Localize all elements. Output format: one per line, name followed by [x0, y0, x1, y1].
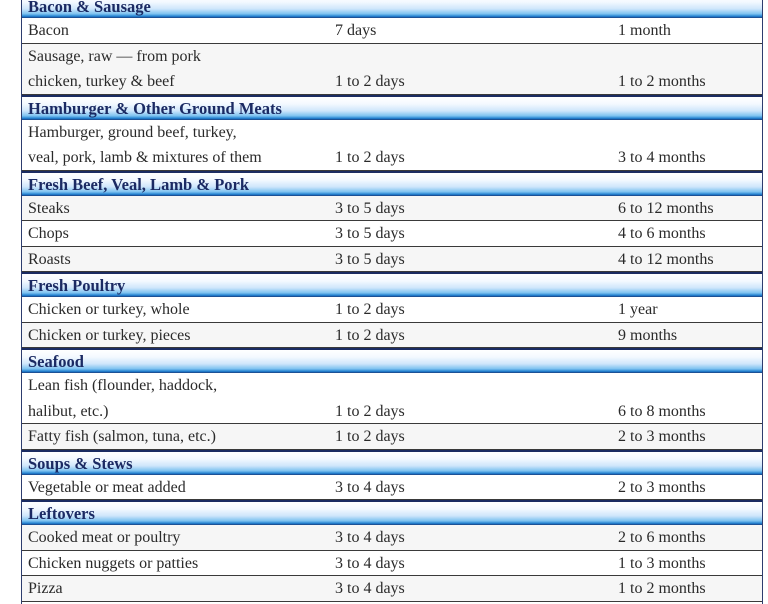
food-item-label: Chicken nuggets or patties: [28, 554, 199, 572]
refrigerator-time: 3 to 5 days: [335, 250, 405, 268]
freezer-time: 1 to 3 months: [618, 554, 706, 572]
section-title: Fresh Beef, Veal, Lamb & Pork: [28, 174, 250, 194]
section-title: Seafood: [28, 352, 84, 371]
food-item-label: Chicken or turkey, whole: [28, 301, 190, 318]
freezer-time: 1 to 2 months: [618, 580, 706, 597]
refrigerator-time: 3 to 5 days: [335, 225, 405, 242]
food-item-label: halibut, etc.): [28, 402, 109, 420]
refrigerator-time: 3 to 4 days: [335, 529, 405, 546]
food-item-label: Chops: [28, 225, 69, 242]
refrigerator-time: 3 to 4 days: [335, 478, 405, 496]
table-frame: [21, 0, 763, 604]
section-title: Leftovers: [28, 504, 95, 523]
food-item-label: Steaks: [28, 199, 70, 217]
freezer-time: 3 to 4 months: [618, 149, 706, 166]
freezer-time: 2 to 6 months: [618, 529, 706, 546]
refrigerator-time: 1 to 2 days: [335, 73, 405, 90]
freezer-time: 4 to 12 months: [618, 250, 714, 268]
refrigerator-time: 3 to 4 days: [335, 580, 405, 597]
food-item-label: Sausage, raw — from pork: [28, 47, 201, 65]
food-item-label: Lean fish (flounder, haddock,: [28, 377, 218, 394]
section-title: Soups & Stews: [28, 453, 133, 473]
refrigerator-time: 1 to 2 days: [335, 149, 405, 166]
food-item-label: Bacon: [28, 22, 69, 39]
freezer-time: 4 to 6 months: [618, 225, 706, 242]
section-title: Fresh Poultry: [28, 276, 126, 295]
refrigerator-time: 3 to 5 days: [335, 199, 405, 217]
food-item-label: Fatty fish (salmon, tuna, etc.): [28, 428, 216, 445]
food-item-label: Chicken or turkey, pieces: [28, 326, 191, 344]
refrigerator-time: 1 to 2 days: [335, 428, 405, 445]
freezer-time: 2 to 3 months: [618, 428, 706, 445]
food-item-label: Vegetable or meat added: [28, 478, 186, 496]
refrigerator-time: 3 to 4 days: [335, 554, 405, 572]
food-item-label: veal, pork, lamb & mixtures of them: [28, 149, 262, 166]
freezer-time: 1 year: [618, 301, 658, 318]
freezer-time: 6 to 12 months: [618, 199, 714, 217]
refrigerator-time: 1 to 2 days: [335, 402, 405, 420]
freezer-time: 2 to 3 months: [618, 478, 706, 496]
food-item-label: Pizza: [28, 580, 63, 597]
food-item-label: Cooked meat or poultry: [28, 529, 181, 546]
food-item-label: Roasts: [28, 250, 71, 268]
refrigerator-time: 7 days: [335, 22, 377, 39]
refrigerator-time: 1 to 2 days: [335, 301, 405, 318]
section-title: Bacon & Sausage: [28, 0, 151, 16]
section-title: Hamburger & Other Ground Meats: [28, 98, 282, 118]
freezer-time: 1 month: [618, 22, 671, 39]
food-item-label: chicken, turkey & beef: [28, 73, 175, 90]
freezer-time: 9 months: [618, 326, 678, 344]
freezer-time: 1 to 2 months: [618, 73, 706, 90]
refrigerator-time: 1 to 2 days: [335, 326, 405, 344]
freezer-time: 6 to 8 months: [618, 402, 706, 420]
food-item-label: Hamburger, ground beef, turkey,: [28, 123, 237, 141]
